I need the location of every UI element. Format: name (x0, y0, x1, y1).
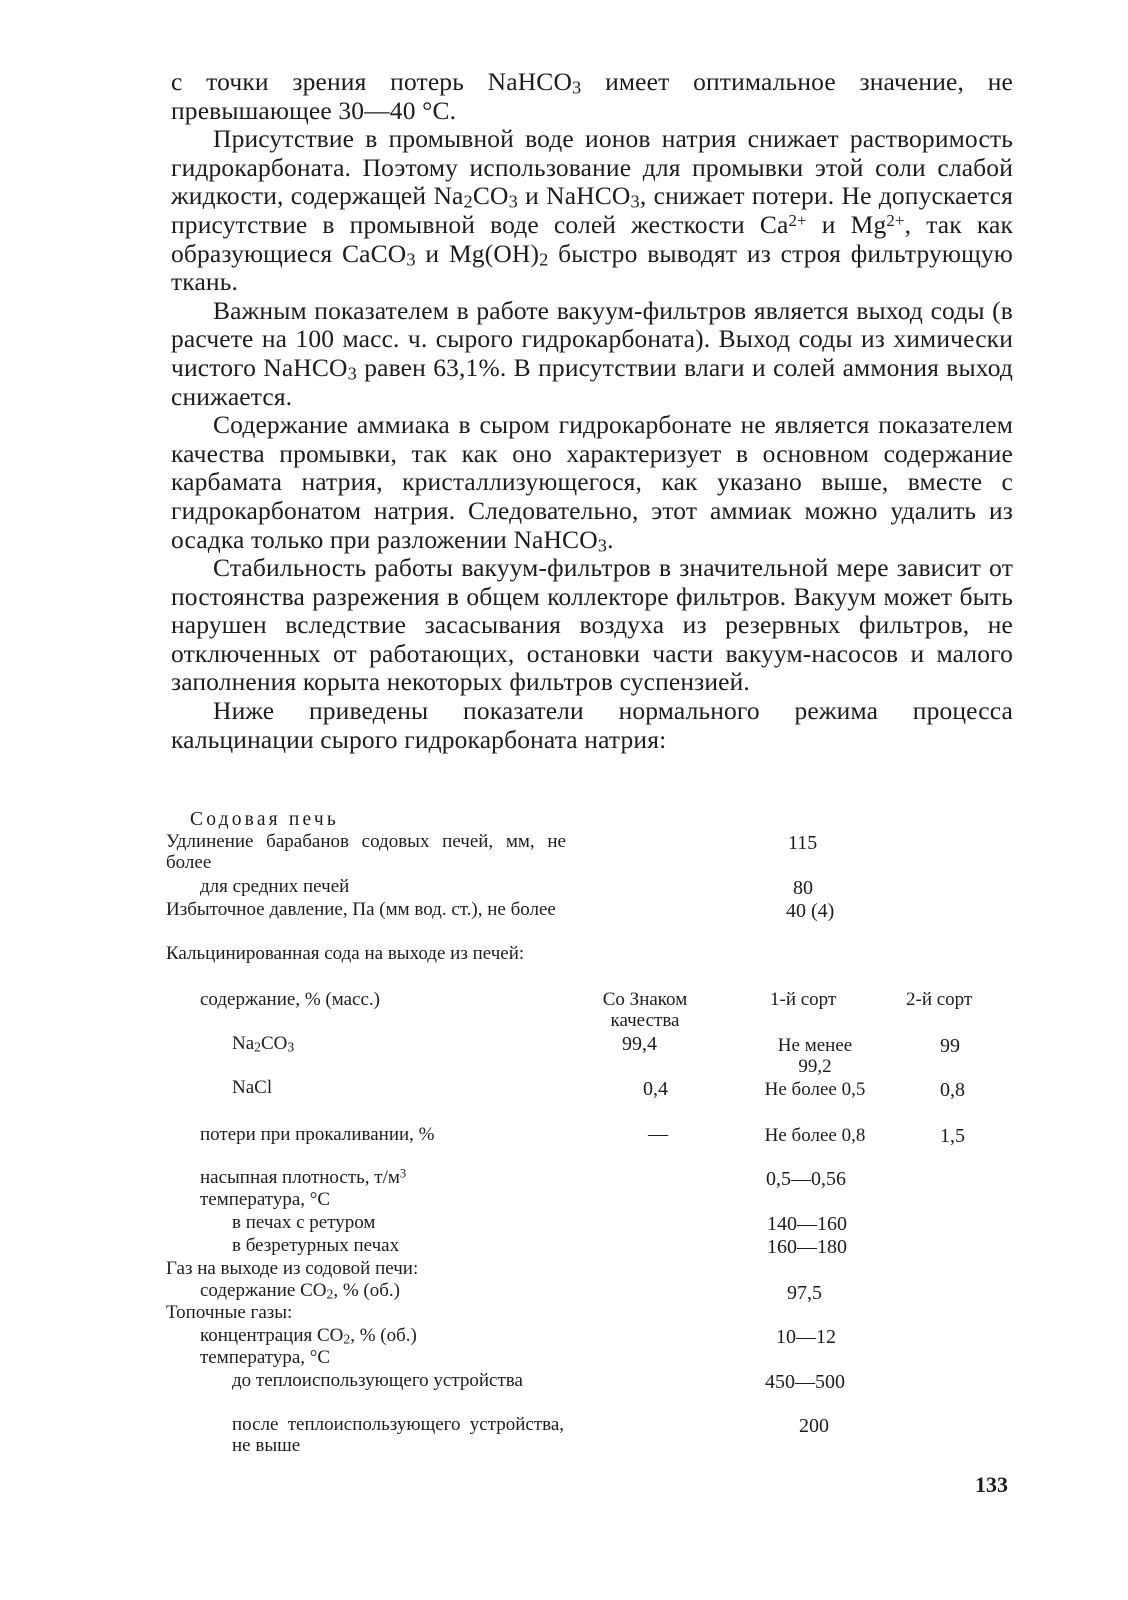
before-heat-recovery-label: до теплоиспользующего устройства (232, 1370, 523, 1391)
content-label: содержание, % (масс.) (200, 989, 380, 1010)
paragraph-6: Ниже приведены показатели нормального режима процесса кальцинации сырого гидрокарбоната натрия: (171, 696, 1013, 754)
drum-label: Удлинение барабанов содовых печей, мм, не более (166, 831, 566, 873)
flue-co2-label: концентрация $CO_2$, % (об.) (200, 1325, 417, 1347)
paragraph-2: Присутствие в промывной воде ионов натрия снижает растворимость гидрокарбоната. Поэтому использование для промывки этой соли слабой жидкости, содержащей $Na_2CO_3$ и NaHCO$_3$, снижает потери. Не допускается присутствие в промывной воде солей жесткости $Ca^{2+}$ и $Mg^{2+}$, так как образующиеся CaCO$_3$ и $Mg(OH)_2$ быстро выводят из строя фильтрующую ткань. (171, 124, 1014, 297)
col-header-quality: Со Знаком качества (602, 989, 688, 1031)
section-heading: Содовая печь (190, 809, 340, 830)
co2-content-label: содержание $CO_2$, % (об.) (200, 1280, 400, 1302)
ignition-quality: — (648, 1123, 668, 1145)
drum-value: 115 (788, 832, 818, 854)
na2co3-label: $Na_2CO_3$ (232, 1033, 295, 1055)
mid-furnace-label: для средних печей (200, 876, 350, 897)
paragraph-4: Содержание аммиака в сыром гидрокарбонате не является показателем качества промывки, так как оно характеризует в основном содержание карбамата натрия, кристаллизующегося, как указано выше, вместе с гидрокарбонатом натрия. Следовательно, этот аммиак можно удалить из осадка только при разложении NaHCO$_3$. (171, 410, 1013, 555)
co2-content-value: 97,5 (787, 1282, 822, 1304)
noretur-value: 160—180 (767, 1236, 847, 1258)
flue-co2-value: 10—12 (776, 1326, 836, 1348)
retur-value: 140—160 (767, 1213, 847, 1235)
page-number: 133 (975, 1472, 1008, 1497)
ignition-first: Не более 0,8 (764, 1125, 866, 1146)
na2co3-first: Не менее 99,2 (777, 1035, 853, 1077)
pressure-value: 40 (4) (786, 900, 835, 922)
after-heat-recovery-value: 200 (799, 1415, 829, 1437)
noretur-label: в безретурных печах (232, 1235, 400, 1256)
nacl-first: Не более 0,5 (764, 1079, 866, 1100)
nacl-second: 0,8 (940, 1079, 965, 1101)
soda-label: Кальцинированная сода на выходе из печей: (166, 943, 525, 964)
mid-furnace-value: 80 (793, 877, 813, 899)
temperature-label: температура, °С (200, 1189, 331, 1210)
na2co3-quality: 99,4 (622, 1033, 657, 1055)
flue-gas-label: Топочные газы: (166, 1302, 293, 1323)
before-heat-recovery-value: 450—500 (765, 1371, 845, 1393)
paragraph-1: с точки зрения потерь NaHCO$_3$ имеет оптимальное значение, не превышающее 30—40 °С. (171, 67, 1013, 125)
pressure-label: Избыточное давление, Па (мм вод. ст.), не более (166, 899, 556, 920)
nacl-quality: 0,4 (643, 1078, 668, 1100)
paragraph-5: Стабильность работы вакуум-фильтров в значительной мере зависит от постоянства разрежения в общем коллекторе фильтров. Вакуум может быть нарушен вследствие засасывания воздуха из резервных фильтров, не отключенных от работающих, остановки части вакуум-насосов и малого заполнения корыта некоторых фильтров суспензией. (171, 553, 1013, 697)
bulk-density-value: 0,5—0,56 (766, 1168, 846, 1190)
flue-temperature-label: температура, °С (200, 1347, 331, 1368)
gas-label: Газ на выходе из содовой печи: (166, 1258, 419, 1279)
after-heat-recovery-label: после теплоиспользующего устройства, не выше (232, 1414, 564, 1456)
bulk-density-label: насыпная плотность, $т/м^3$ (200, 1166, 407, 1188)
nacl-label: NaCl (232, 1077, 273, 1098)
na2co3-second: 99 (940, 1035, 960, 1057)
col-header-second: 2-й сорт (906, 989, 973, 1010)
paragraph-3: Важным показателем в работе вакуум-фильтров является выход соды (в расчете на 100 масс. ч. сырого гидрокарбоната). Выход соды из химически чистого NaHCO$_3$ равен 63,1%. В присутствии влаги и солей аммония выход снижается. (171, 295, 1013, 411)
retur-label: в печах с ретуром (232, 1212, 376, 1233)
col-header-first: 1-й сорт (770, 989, 837, 1010)
ignition-label: потери при прокаливании, % (200, 1124, 435, 1145)
ignition-second: 1,5 (940, 1125, 965, 1147)
